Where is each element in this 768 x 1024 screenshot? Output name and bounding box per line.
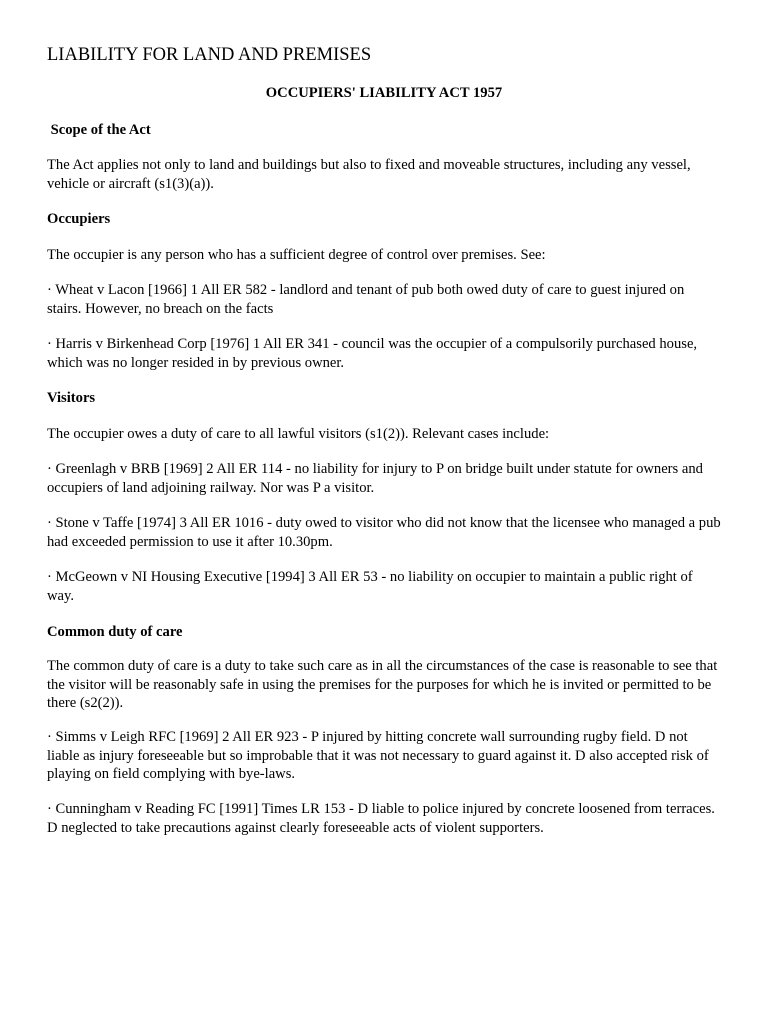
case-mcgeown-v-ni-housing: · McGeown v NI Housing Executive [1994] 3 All ER 53 - no liability on occupier to maintain a public right of way. [47, 569, 693, 604]
case-harris-v-birkenhead: · Harris v Birkenhead Corp [1976] 1 All ER 341 - council was the occupier of a compulsorily purchased house, which was no longer resided in by previous owner. [47, 336, 698, 371]
case-greenlagh-v-brb: · Greenlagh v BRB [1969] 2 All ER 114 - no liability for injury to P on bridge built under statute for owners and occupiers of land adjoining railway. Nor was P a visitor. [47, 461, 703, 496]
paragraph-common-duty-intro: The common duty of care is a duty to take such care as in all the circumstances of the case is reasonable to see that the visitor will be reasonably safe in using the premises for the purposes for which he is invited or permitted to be there (s2(2)). [47, 658, 718, 711]
case-stone-v-taffe: · Stone v Taffe [1974] 3 All ER 1016 - duty owed to visitor who did not know that the licensee who managed a pub had exceeded permission to use it after 10.30pm. [47, 515, 721, 550]
paragraph-occupiers-intro: The occupier is any person who has a sufficient degree of control over premises. See: [47, 247, 546, 263]
case-simms-v-leigh-rfc: · Simms v Leigh RFC [1969] 2 All ER 923 - P injured by hitting concrete wall surrounding rugby field. D not liable as injury foreseeable but so improbable that it was not necessary to guard against it. D also accepted risk of playing on field complying with bye-laws. [47, 729, 709, 782]
document-title: LIABILITY FOR LAND AND PREMISES [47, 45, 372, 65]
case-cunningham-v-reading-fc: · Cunningham v Reading FC [1991] Times LR 153 - D liable to police injured by concrete loosened from terraces. D neglected to take precautions against clearly foreseeable acts of violent supporters. [47, 801, 715, 836]
heading-visitors: Visitors [47, 390, 96, 406]
paragraph-visitors-intro: The occupier owes a duty of care to all lawful visitors (s1(2)). Relevant cases include: [47, 426, 550, 442]
act-title: OCCUPIERS' LIABILITY ACT 1957 [265, 85, 503, 101]
heading-occupiers: Occupiers [47, 211, 111, 227]
heading-scope: Scope of the Act [47, 122, 151, 138]
paragraph-scope: The Act applies not only to land and buildings but also to fixed and moveable structures, including any vessel, vehicle or aircraft (s1(3)(a)). [47, 157, 691, 192]
heading-common-duty: Common duty of care [47, 624, 183, 640]
case-wheat-v-lacon: · Wheat v Lacon [1966] 1 All ER 582 - landlord and tenant of pub both owed duty of care to guest injured on stairs. However, no breach on the facts [47, 282, 685, 317]
